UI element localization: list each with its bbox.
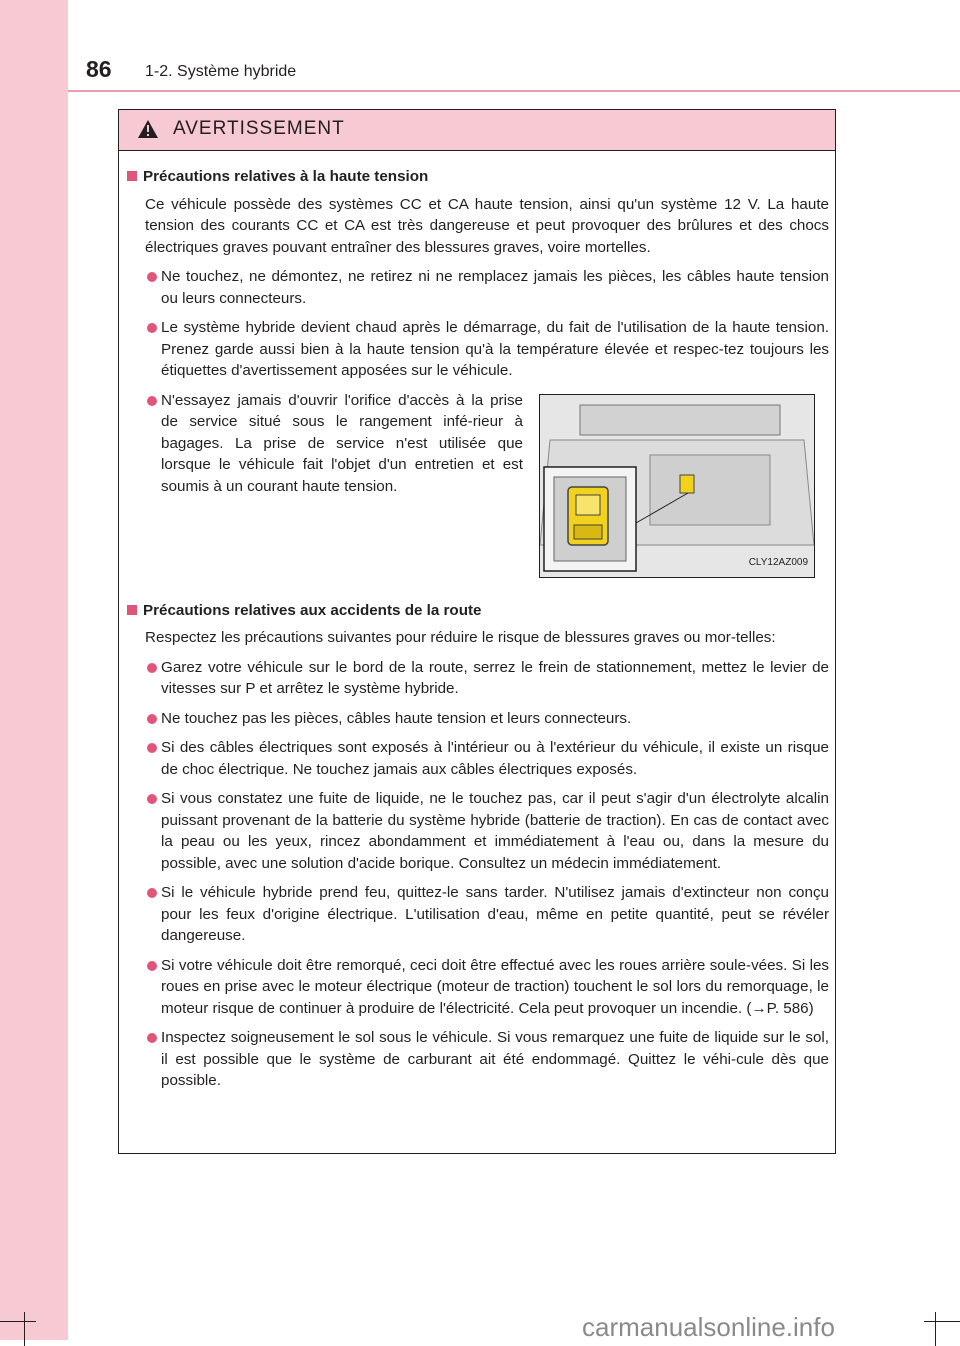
list-item	[125, 1027, 829, 1092]
round-bullet-icon	[147, 888, 157, 898]
list-item	[125, 955, 829, 1020]
section-title: 1-2. Système hybride	[145, 63, 297, 80]
header-rule	[68, 90, 960, 92]
list-item	[125, 317, 829, 382]
figure-code: CLY12AZ009	[748, 557, 808, 568]
round-bullet-icon	[147, 323, 157, 333]
figure-row	[125, 390, 829, 590]
warning-title: AVERTISSEMENT	[173, 118, 345, 139]
watermark: carmanualsonline.info	[582, 1312, 835, 1342]
round-bullet-icon	[147, 272, 157, 282]
service-plug-illustration	[539, 394, 815, 578]
list-item	[125, 390, 523, 498]
crop-mark	[0, 1321, 36, 1322]
section-intro: Respectez les précautions suivantes pour réduire le risque de blessures graves ou mor-telles:	[145, 629, 776, 646]
round-bullet-icon	[147, 1033, 157, 1043]
section-intro: Ce véhicule possède des systèmes CC et CA haute tension, ainsi qu'un système 12 V. La haute tension des courants CC et CA est très dangereuse et peut provoquer des brûlures et des chocs électriques graves pouvant entraîner des blessures graves, voire mortelles.	[145, 195, 829, 256]
section-heading-accidents	[125, 600, 829, 622]
list-item-text: Si des câbles électriques sont exposés à l'intérieur ou à l'extérieur du véhicule, il existe un risque de choc électrique. Ne touchez jamais aux câbles électriques exposés.	[161, 739, 829, 778]
round-bullet-icon	[147, 714, 157, 724]
list-item-text: Si vous constatez une fuite de liquide, ne le touchez pas, car il peut s'agir d'un électrolyte alcalin puissant provenant de la batterie du système hybride (batterie de traction). En cas de contact avec la peau ou les yeux, rincez abondamment et immédiatement à l'eau ou, dans la mesure du possible, avec une solution d'acide borique. Consultez un médecin immédiatement.	[161, 790, 829, 872]
list-item-text: Si votre véhicule doit être remorqué, ceci doit être effectué avec les roues arrière soule-vées. Si les roues en prise avec le moteur électrique (moteur de traction) touchent le sol lors du remorquage, le moteur risque de continuer à produire de l'électricité. Cela peut provoquer un incendie. (→P. 586)	[161, 956, 829, 1017]
list-item	[125, 266, 829, 309]
list-item	[125, 657, 829, 700]
list-item	[125, 737, 829, 780]
round-bullet-icon	[147, 961, 157, 971]
list-item	[125, 882, 829, 947]
list-item-text: Le système hybride devient chaud après le démarrage, du fait de l'utilisation de la haute tension. Prenez garde aussi bien à la haute tension qu'à la température élevée et respec-tez toujours les étiquettes d'avertissement apposées sur le véhicule.	[161, 319, 829, 379]
round-bullet-icon	[147, 794, 157, 804]
trunk-illustration	[540, 395, 814, 577]
crop-mark	[24, 1312, 25, 1346]
crop-mark	[935, 1312, 936, 1346]
list-item-text: Ne touchez pas les pièces, câbles haute tension et leurs connecteurs.	[161, 709, 632, 727]
list-item	[125, 788, 829, 874]
list-item-text: Si le véhicule hybride prend feu, quittez-le sans tarder. N'utilisez jamais d'extincteur non conçu pour les feux d'origine électrique. L'utilisation d'eau, même en petite quantité, peut se révéler dangereuse.	[161, 884, 829, 944]
crop-mark	[924, 1321, 960, 1322]
square-bullet-icon	[127, 171, 137, 181]
round-bullet-icon	[147, 663, 157, 673]
round-bullet-icon	[147, 396, 157, 406]
warning-header	[119, 110, 835, 151]
side-band	[0, 0, 68, 1340]
list-item-text: N'essayez jamais d'ouvrir l'orifice d'accès à la prise de service situé sous le rangement infé-rieur à bagages. La prise de service n'est utilisée que lorsque le véhicule fait l'objet d'un entretien et est soumis à un courant haute tension.	[161, 391, 523, 495]
list-item	[125, 708, 829, 730]
page-number: 86	[86, 56, 112, 82]
heading-text: Précautions relatives aux accidents de la route	[143, 601, 482, 619]
warning-triangle-icon	[137, 119, 159, 139]
warning-box	[118, 109, 836, 1154]
list-item-text: Inspectez soigneusement le sol sous le véhicule. Si vous remarquez une fuite de liquide sur le sol, il est possible que le système de carburant ait été endommagé. Quittez le véhi-cule dès que possible.	[161, 1029, 829, 1089]
round-bullet-icon	[147, 743, 157, 753]
list-item-text: Garez votre véhicule sur le bord de la route, serrez le frein de stationnement, mettez le levier de vitesses sur P et arrêtez le système hybride.	[161, 658, 829, 697]
section-heading-high-voltage	[125, 166, 829, 188]
warning-content	[125, 166, 829, 1100]
heading-text: Précautions relatives à la haute tension	[143, 168, 429, 185]
square-bullet-icon	[127, 605, 137, 615]
list-item-text: Ne touchez, ne démontez, ne retirez ni ne remplacez jamais les pièces, les câbles haute tension ou leurs connecteurs.	[161, 268, 829, 307]
